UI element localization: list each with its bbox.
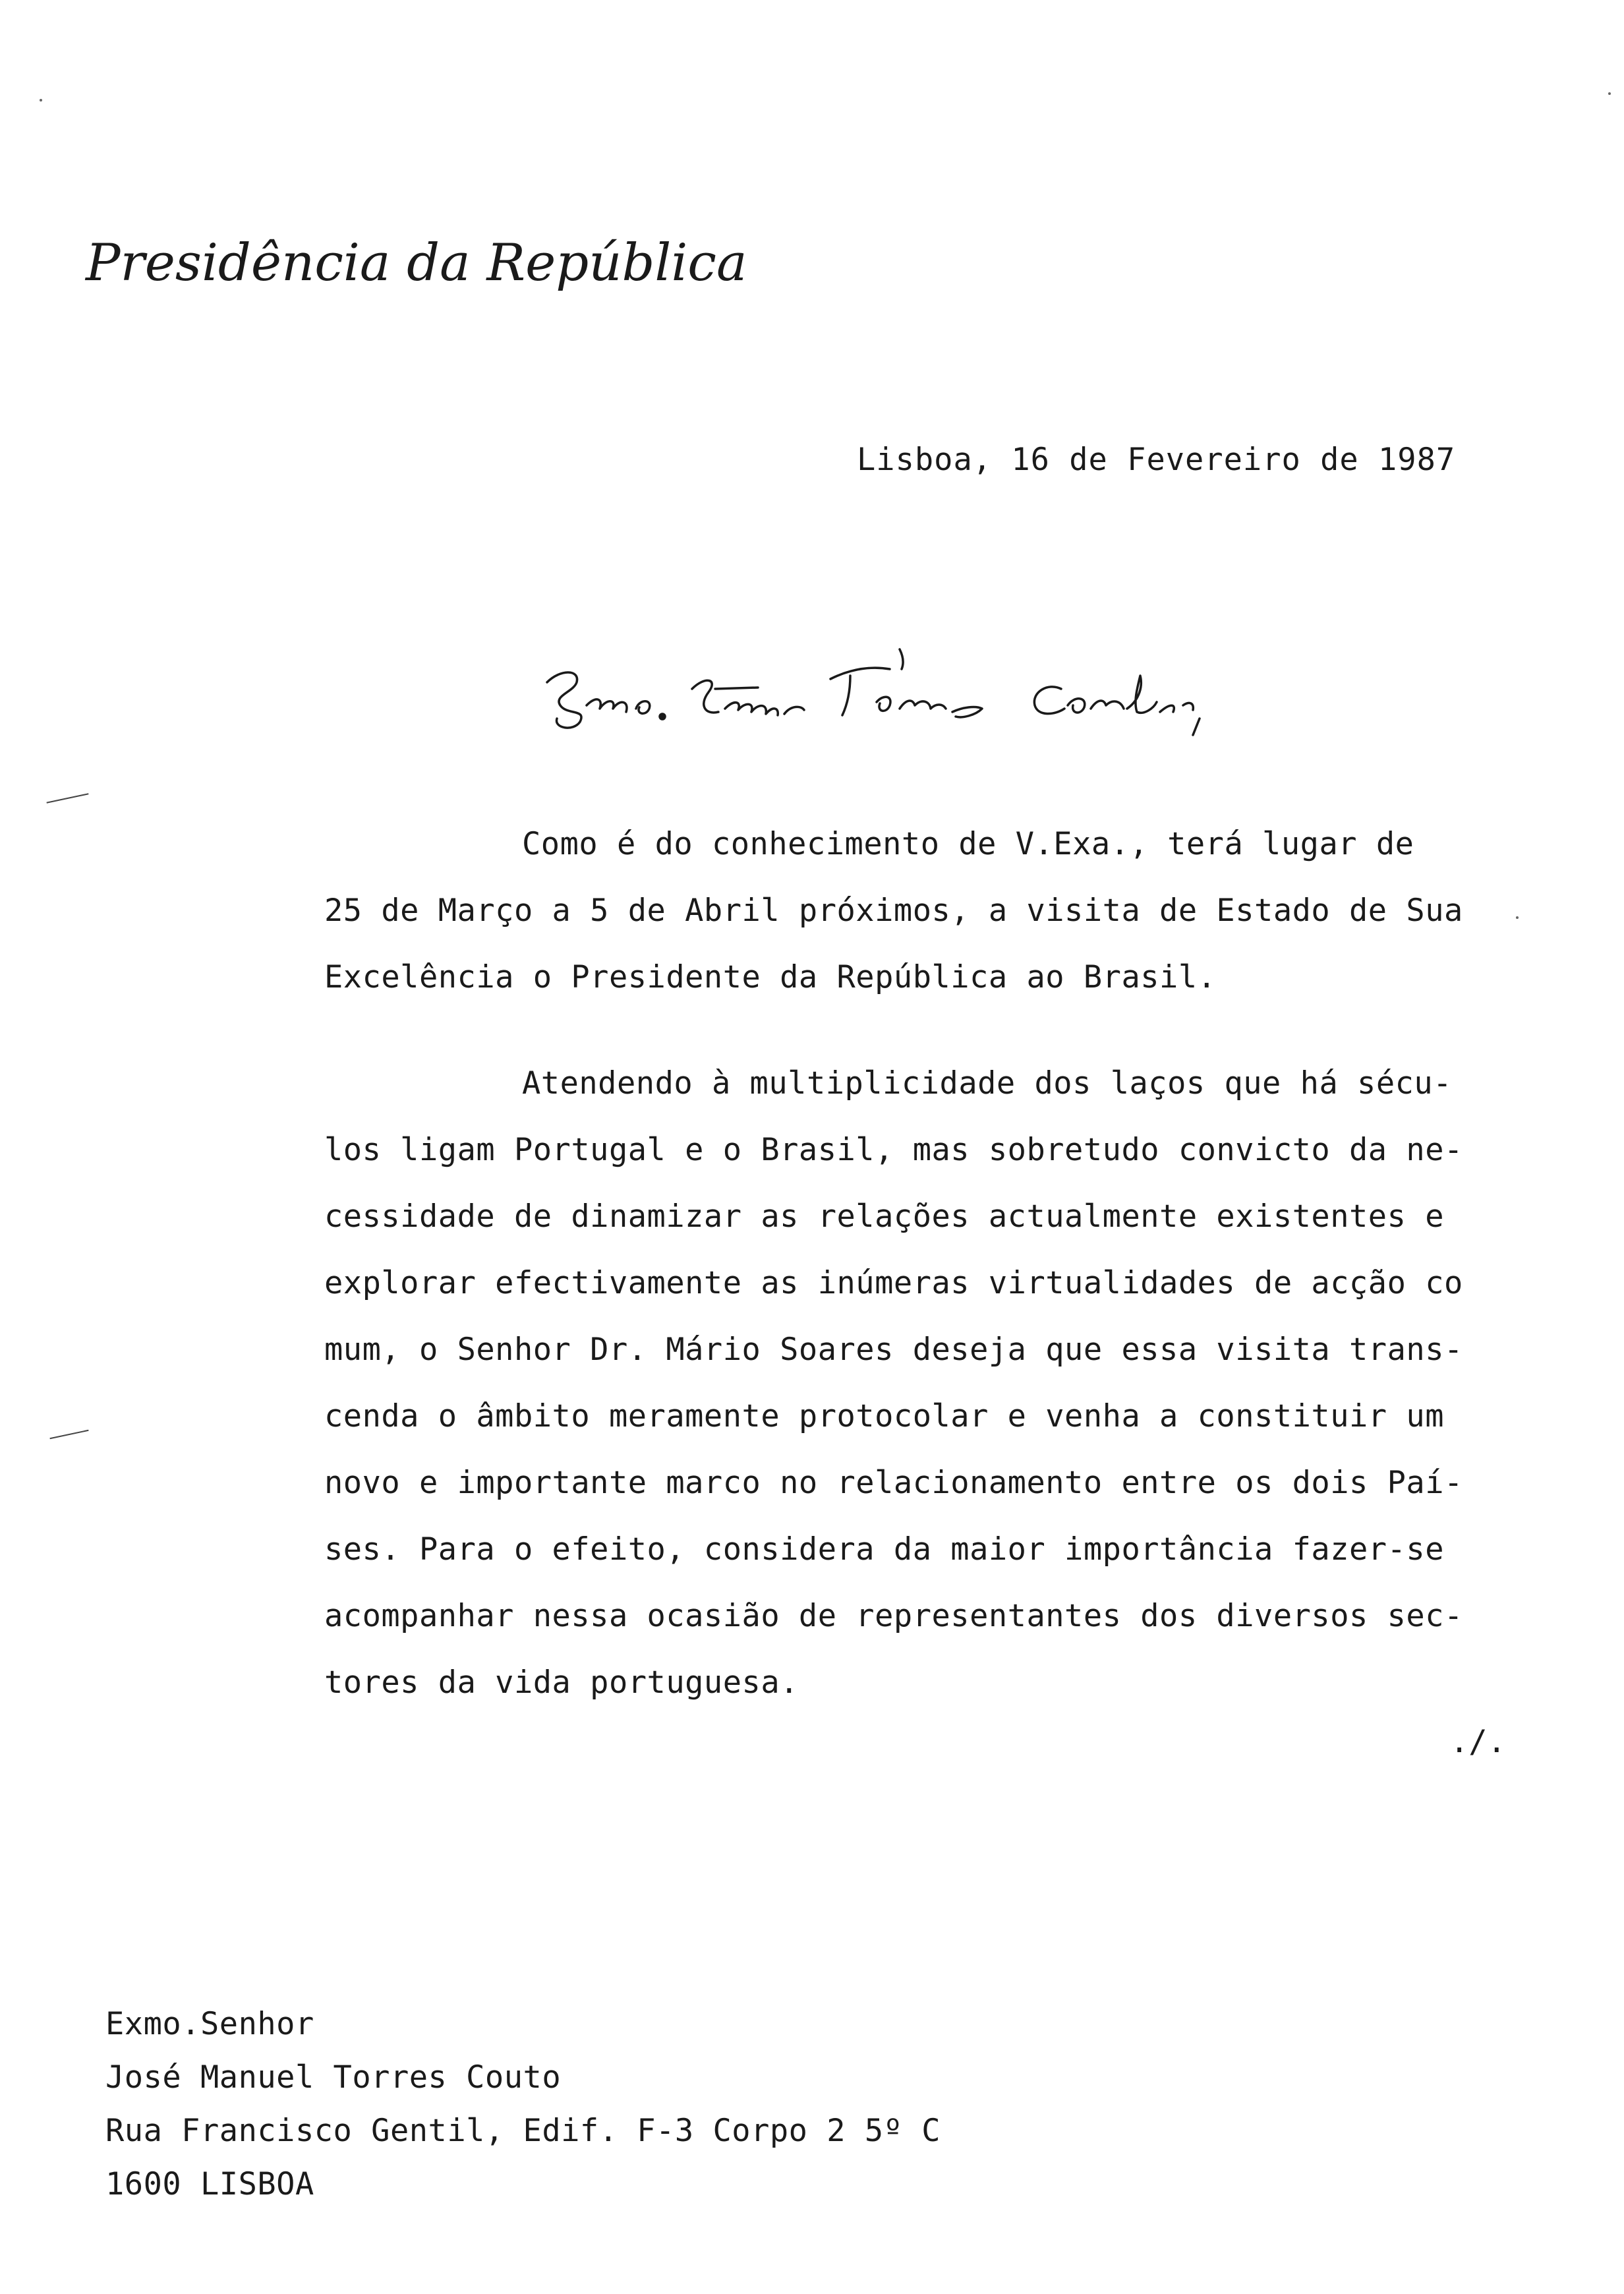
address-title: Exmo.Senhor — [105, 2006, 314, 2042]
paragraph-1-line-1: Como é do conhecimento de V.Exa., terá lugar de — [522, 826, 1414, 862]
paragraph-2 — [324, 1050, 1530, 1716]
paragraph-2-line-6: cenda o âmbito meramente protocolar e venha a constituir um — [324, 1398, 1444, 1434]
paragraph-2-line-3: cessidade de dinamizar as relações actualmente existentes e — [324, 1198, 1444, 1235]
paragraph-2-line-8: ses. Para o efeito, considera da maior importância fazer-se — [324, 1531, 1444, 1568]
paragraph-2-line-4: explorar efectivamente as inúmeras virtualidades de acção co — [324, 1265, 1463, 1301]
scan-speck — [1608, 92, 1611, 95]
letterhead-text: Presidência da República — [86, 233, 747, 293]
margin-mark — [49, 1430, 88, 1439]
paragraph-2-line-9: acompanhar nessa ocasião de representantes dos diversos sec- — [324, 1598, 1463, 1634]
paragraph-2-line-1: Atendendo à multiplicidade dos laços que há sécu- — [522, 1065, 1453, 1102]
letterhead — [86, 218, 747, 303]
paragraph-1-line-2: 25 de Março a 5 de Abril próximos, a visita de Estado de Sua — [324, 893, 1463, 929]
handwriting-drawing — [540, 643, 1279, 755]
date-line: Lisboa, 16 de Fevereiro de 1987 — [857, 442, 1456, 478]
letter-body — [324, 811, 1530, 1755]
recipient-address — [105, 1997, 941, 2211]
continuation-mark: ./. — [1450, 1724, 1506, 1760]
address-city: 1600 LISBOA — [105, 2166, 314, 2202]
address-street: Rua Francisco Gentil, Edif. F-3 Corpo 2 5º C — [105, 2113, 941, 2149]
scan-speck — [40, 99, 42, 102]
letterhead-script — [86, 218, 747, 303]
paragraph-1-line-3: Excelência o Presidente da República ao Brasil. — [324, 959, 1217, 995]
paragraph-2-line-2: los ligam Portugal e o Brasil, mas sobretudo convicto da ne- — [324, 1132, 1463, 1168]
paragraph-2-line-5: mum, o Senhor Dr. Mário Soares deseja que essa visita trans- — [324, 1332, 1463, 1368]
scan-speck — [1516, 916, 1519, 919]
handwritten-salutation — [540, 643, 1279, 755]
address-name: José Manuel Torres Couto — [105, 2059, 562, 2096]
paragraph-2-line-7: novo e importante marco no relacionamento entre os dois Paí- — [324, 1465, 1463, 1501]
paragraph-1 — [324, 811, 1530, 1011]
margin-mark — [47, 793, 89, 803]
paragraph-2-line-10: tores da vida portuguesa. — [324, 1664, 799, 1701]
